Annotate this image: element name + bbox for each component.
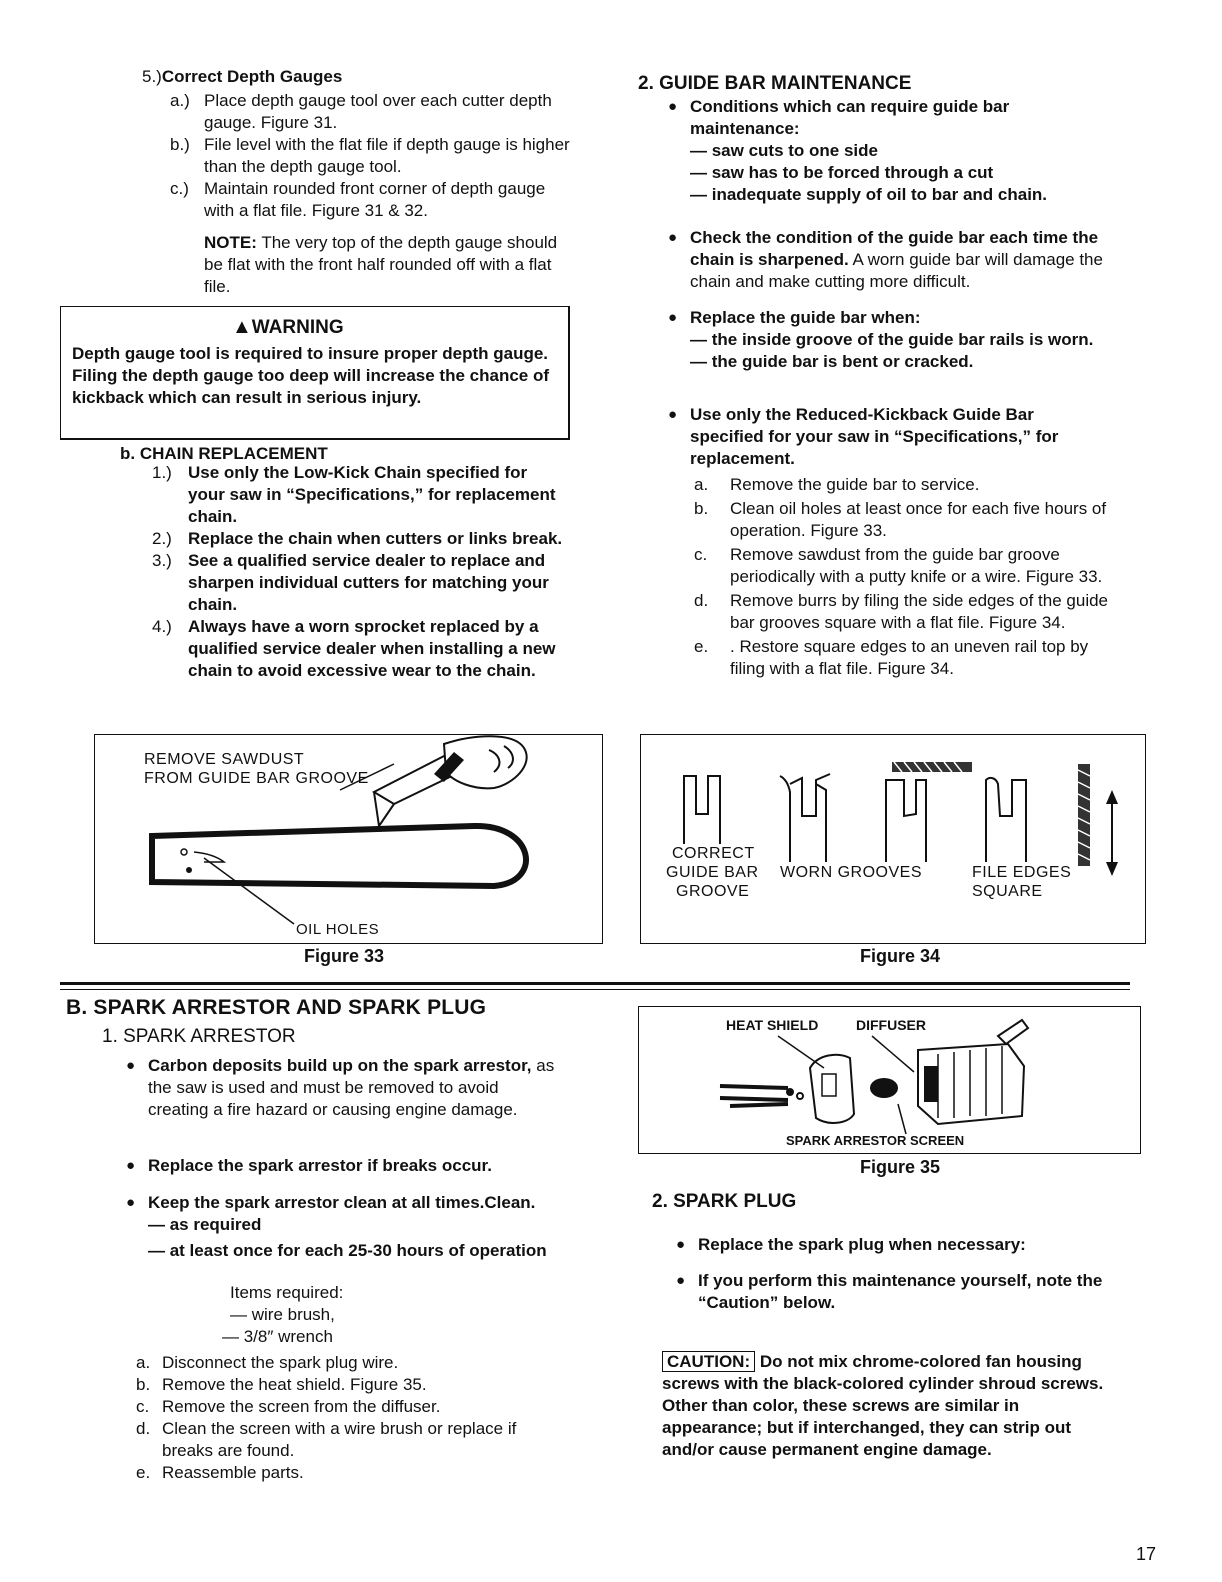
warning-title: ▲WARNING: [232, 316, 344, 338]
warning-triangle-icon: ▲: [232, 316, 252, 338]
use-only-block: ● Use only the Reduced-Kickback Guide Bar specified for your saw in “Specifications,” for replacement.: [668, 405, 1059, 468]
list-item: 3.) See a qualified service dealer to replace and sharpen individual cutters for matching your chain.: [152, 551, 549, 614]
list-item: 1.) Use only the Low-Kick Chain specified for your saw in “Specifications,” for replacement chain.: [152, 463, 556, 526]
bullet-icon: ●: [676, 1272, 686, 1289]
bullet-icon: ●: [676, 1236, 686, 1253]
list-item: d. Clean the screen with a wire brush or replace if breaks are found.: [136, 1419, 517, 1460]
plug-bullet-1: ● Replace the spark plug when necessary:: [676, 1235, 1026, 1254]
list-item: e. . Restore square edges to an uneven rail top by filing with a flat file. Figure 34.: [694, 637, 1089, 678]
bullet-icon: ●: [668, 309, 678, 326]
list-item: — 3/8″ wrench: [222, 1327, 333, 1346]
list-item: — saw has to be forced through a cut: [690, 163, 994, 182]
caution-block: CAUTION: Do not mix chrome-colored fan housing screws with the black-colored cylinder shroud screws. Other than color, these screws are similar in appearance; but if interchanged, they can strip out and/or cause permanent engine damage.: [662, 1352, 1104, 1459]
replace-block: ● Replace the guide bar when: — the inside groove of the guide bar rails is worn. — the guide bar is bent or cracked.: [690, 307, 1108, 373]
list-item: — saw cuts to one side: [690, 141, 878, 160]
plug-bullet-2: ● If you perform this maintenance yourself, note the “Caution” below.: [676, 1271, 1103, 1312]
list-item: a.) Place depth gauge tool over each cutter depth gauge. Figure 31.: [170, 91, 552, 132]
guide-steps: [694, 474, 1108, 680]
figure-34-illustration: [640, 734, 1146, 944]
figure-35-caption: Figure 35: [860, 1157, 941, 1177]
spark-arrestor-subheading: 1. SPARK ARRESTOR: [102, 1026, 296, 1047]
figure-34-caption: Figure 34: [860, 946, 941, 966]
list-item: e. Reassemble parts.: [136, 1463, 304, 1482]
list-item: — the guide bar is bent or cracked.: [690, 352, 974, 371]
list-item: — inadequate supply of oil to bar and chain.: [690, 185, 1048, 204]
spark-plug-heading: 2. SPARK PLUG: [652, 1191, 797, 1212]
page-number: 17: [1136, 1544, 1157, 1564]
spark-arrestor-steps: [136, 1352, 570, 1484]
list-item: a. Remove the guide bar to service.: [694, 475, 980, 494]
list-item: 4.) Always have a worn sprocket replaced by a qualified service dealer when installing a new chain to avoid excessive wear to the chain.: [152, 617, 556, 680]
list-item: d. Remove burrs by filing the side edges of the guide bar grooves square with a flat file. Figure 34.: [694, 591, 1109, 632]
depth-steps: [170, 90, 570, 222]
bullet-icon: ●: [126, 1057, 136, 1074]
fig34-label-worn: WORN GROOVES: [780, 864, 923, 881]
conditions-block: ● Conditions which can require guide bar maintenance: — saw cuts to one side — saw has to be forced through a cut — inadequate supply of oil to bar and chain.: [690, 96, 1108, 206]
list-item: b.) File level with the flat file if depth gauge is higher than the depth gauge tool.: [170, 135, 570, 176]
depth-heading-title: Correct Depth Gauges: [161, 67, 343, 86]
fig34-label-correct: CORRECT GUIDE BAR GROOVE: [666, 845, 759, 900]
list-item: — as required: [148, 1215, 262, 1234]
bullet-icon: ●: [668, 229, 678, 246]
fig33-label-sawdust: REMOVE SAWDUST FROM GUIDE BAR GROOVE: [144, 751, 369, 787]
list-item: — wire brush,: [230, 1305, 335, 1324]
list-item: b. Remove the heat shield. Figure 35.: [136, 1375, 427, 1394]
list-item: c. Remove the screen from the diffuser.: [136, 1397, 441, 1416]
depth-gauges-heading: 5.)Correct Depth Gauges: [142, 67, 343, 86]
guide-bar-heading: 2. GUIDE BAR MAINTENANCE: [638, 73, 912, 94]
fig35-label-heat-shield: HEAT SHIELD: [726, 1017, 819, 1033]
check-block: ● Check the condition of the guide bar each time the chain is sharpened. A worn guide bar will damage the chain and make cutting more difficult.: [668, 228, 1103, 291]
section-divider-thin: [60, 989, 1130, 990]
spark-bullet-2: ● Replace the spark arrestor if breaks occur.: [126, 1156, 492, 1175]
bullet-icon: ●: [668, 98, 678, 115]
spark-bullet-3: ● Keep the spark arrestor clean at all times.Clean. — as required — at least once for each 25-30 hours of operation: [148, 1192, 578, 1262]
bullet-icon: ●: [126, 1157, 136, 1174]
figure-33-caption: Figure 33: [304, 946, 385, 966]
fig33-label-oil-holes: OIL HOLES: [296, 921, 380, 938]
fig34-label-file: FILE EDGES SQUARE: [972, 864, 1072, 900]
fig35-label-diffuser: DIFFUSER: [856, 1017, 926, 1033]
list-item: a. Disconnect the spark plug wire.: [136, 1353, 399, 1372]
list-item: c. Remove sawdust from the guide bar groove periodically with a putty knife or a wire. Figure 33.: [694, 545, 1103, 586]
section-divider: [60, 982, 1130, 985]
spark-bullet-1: ● Carbon deposits build up on the spark arrestor, as the saw is used and must be removed to avoid creating a fire hazard or causing engine damage.: [126, 1056, 555, 1119]
chain-steps: [152, 462, 564, 682]
list-item: — at least once for each 25-30 hours of operation: [148, 1241, 547, 1260]
bullet-icon: ●: [126, 1194, 136, 1211]
list-item: b. Clean oil holes at least once for each five hours of operation. Figure 33.: [694, 499, 1107, 540]
depth-note: NOTE: The very top of the depth gauge should be flat with the front half rounded off with a flat file.: [204, 233, 558, 296]
list-item: — the inside groove of the guide bar rails is worn.: [690, 330, 1094, 349]
caution-label: CAUTION:: [662, 1351, 755, 1372]
fig35-label-screen: SPARK ARRESTOR SCREEN: [786, 1133, 965, 1148]
chain-replacement-heading: b. CHAIN REPLACEMENT: [120, 444, 328, 463]
list-item: c.) Maintain rounded front corner of depth gauge with a flat file. Figure 31 & 32.: [170, 179, 546, 220]
warning-box-bottom: [60, 438, 570, 440]
items-required: Items required: — wire brush, — 3/8″ wrench: [222, 1283, 344, 1346]
section-b-heading: B. SPARK ARRESTOR AND SPARK PLUG: [66, 996, 487, 1019]
bullet-icon: ●: [668, 406, 678, 423]
warning-box-right: [568, 306, 570, 440]
warning-text: Depth gauge tool is required to insure proper depth gauge. Filing the depth gauge too deep will increase the chance of kickback which can result in serious injury.: [72, 344, 550, 407]
list-item: 2.) Replace the chain when cutters or links break.: [152, 529, 563, 548]
